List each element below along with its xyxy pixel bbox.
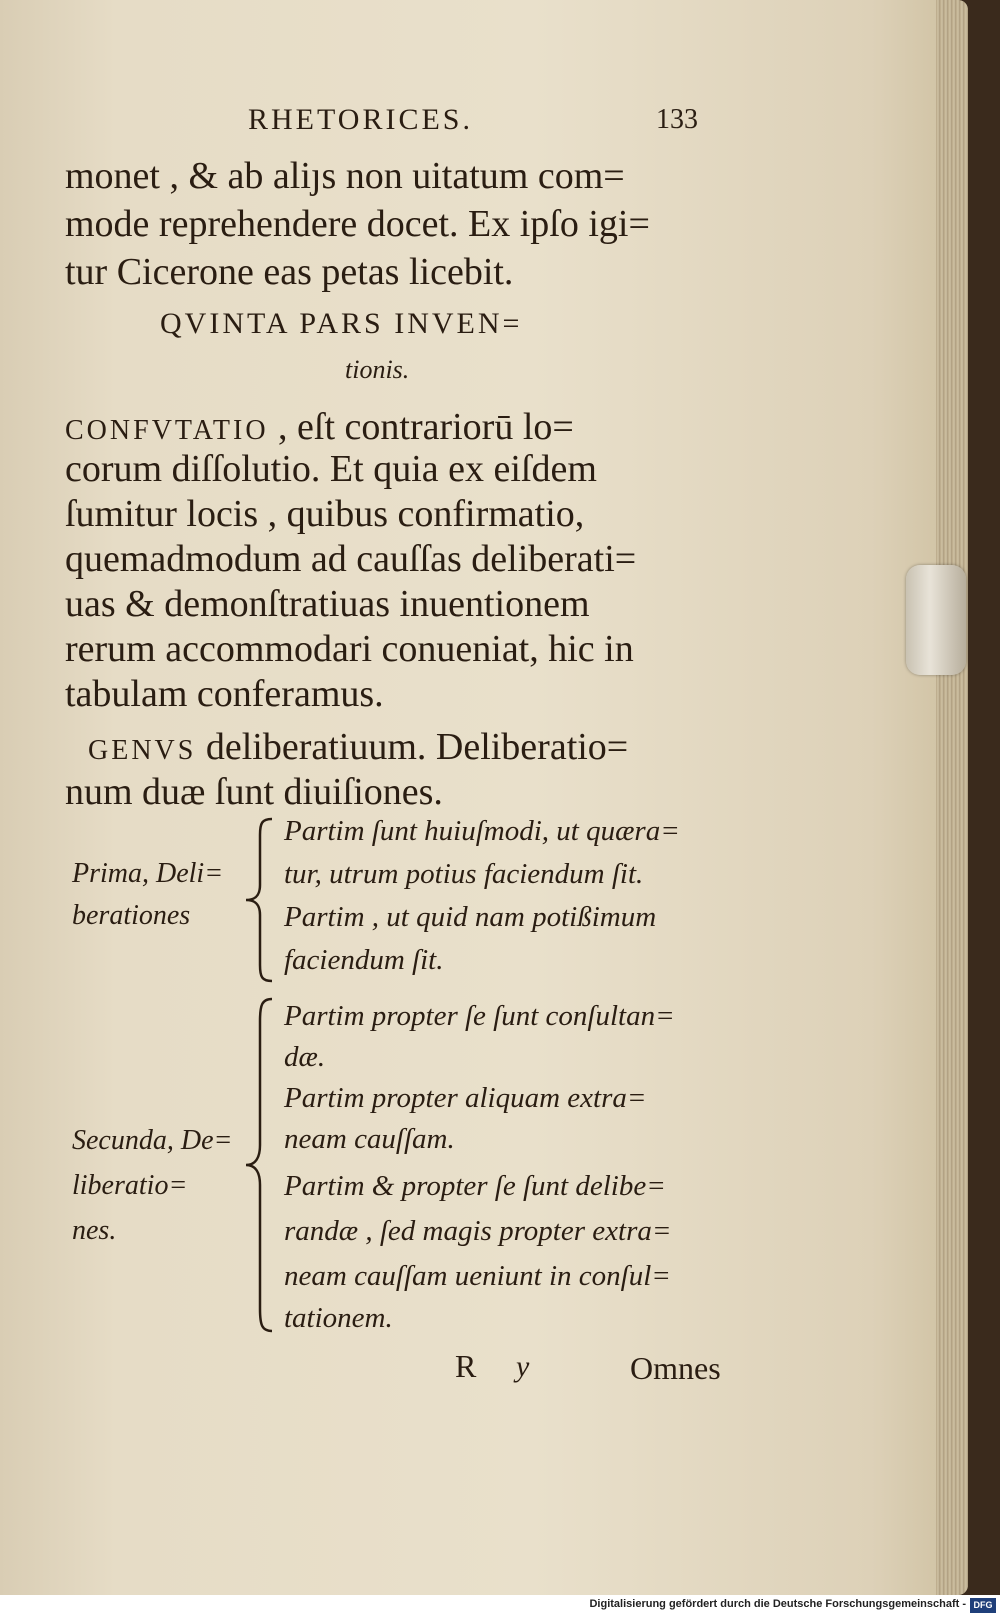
table-entry: dæ. [284, 1041, 326, 1073]
text-line: num duæ ſunt diuiſiones. [65, 771, 443, 813]
dfg-logo-icon: DFG [970, 1598, 996, 1613]
table-entry: neam cauſſam ueniunt in conſul= [284, 1260, 671, 1292]
table-label-prima: berationes [72, 900, 191, 931]
table-label-prima: Prima, Deli= [72, 858, 224, 889]
text-line: quemadmodum ad cauſſas deliberati= [65, 538, 637, 580]
text-line: rerum accommodari conueniat, hic in [65, 628, 634, 670]
paragraph-line-rest: , eſt contrariorū lo= [278, 406, 574, 448]
table-entry: tur, utrum potius faciendum ſit. [284, 858, 644, 890]
section-heading: QVINTA PARS INVEN= [160, 307, 523, 340]
table-entry: Partim ſunt huiuſmodi, ut quæra= [284, 815, 680, 847]
paragraph-first-line [65, 405, 574, 453]
paragraph-line-rest: deliberatiuum. Deliberatio= [205, 726, 629, 768]
catchword: Omnes [630, 1350, 721, 1386]
paragraph-lead-word: GENVS [88, 735, 197, 766]
text-line: corum diſſolutio. Et quia ex eiſdem [65, 448, 597, 490]
page-number: 133 [656, 104, 698, 135]
footer-bar [0, 1595, 1000, 1619]
table-label-secunda: liberatio= [72, 1170, 188, 1201]
paragraph-lead-word: CONFVTATIO [65, 415, 269, 446]
table-entry: neam cauſſam. [284, 1123, 455, 1155]
text-line: ſumitur locis , quibus confirmatio, [65, 493, 585, 535]
text-line: monet , & ab aliȷs non uitatum com= [65, 155, 625, 197]
table-entry: tationem. [284, 1302, 393, 1334]
table-entry: Partim propter aliquam extra= [284, 1082, 647, 1114]
page-edge-stack [936, 0, 968, 1595]
table-entry: Partim propter ſe ſunt conſultan= [284, 1000, 675, 1032]
table-label-secunda: nes. [72, 1215, 117, 1246]
signature-number: y [516, 1350, 530, 1383]
table-entry: faciendum ſit. [284, 944, 444, 976]
left-brace-icon [242, 995, 278, 1335]
section-heading-continued: tionis. [345, 355, 410, 384]
paragraph-first-line [88, 725, 628, 773]
table-entry: Partim & propter ſe ſunt delibe= [284, 1170, 666, 1202]
funding-credit: Digitalisierung gefördert durch die Deutsche Forschungsgemeinschaft - [589, 1598, 966, 1610]
table-entry: Partim , ut quid nam potißimum [284, 901, 657, 933]
table-entry: randæ , ſed magis propter extra= [284, 1215, 672, 1247]
text-line: tur Cicerone eas petas licebit. [65, 251, 514, 293]
text-line: mode reprehendere docet. Ex ipſo igi= [65, 203, 650, 245]
signature-mark: R [455, 1348, 477, 1384]
text-line: uas & demonſtratiuas inuentionem [65, 583, 590, 625]
running-head: RHETORICES. [248, 103, 473, 136]
left-brace-icon [242, 815, 278, 985]
text-line: tabulam conferamus. [65, 673, 384, 715]
page-clip [906, 565, 966, 675]
table-label-secunda: Secunda, De= [72, 1125, 233, 1156]
